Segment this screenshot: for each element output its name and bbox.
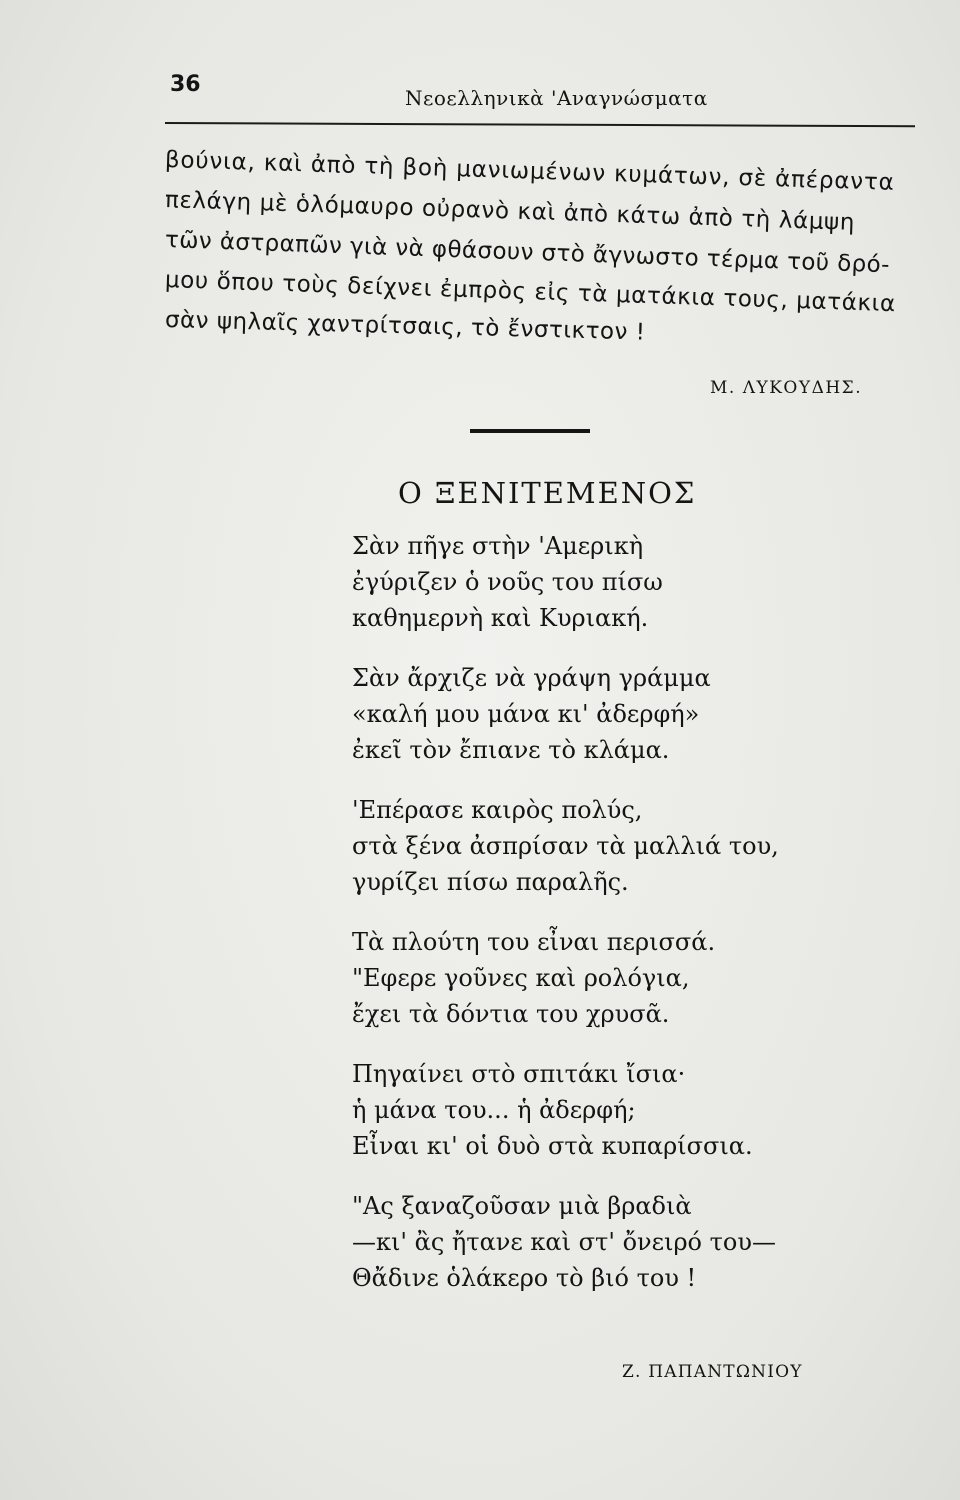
prose-author-signature: Μ. ΛΥΚΟΥΔΗΣ.	[710, 378, 863, 398]
prose-line: σὰν ψηλαῖς χαντρίτσαις, τὸ ἔνστικτον !	[164, 307, 646, 346]
prose-line: βούνια, καὶ ἀπὸ τὴ βοὴ μανιωμένων κυμάτων, σὲ ἀπέραντα	[164, 147, 895, 196]
poem-author-signature: Ζ. ΠΑΠΑΝΤΩΝΙΟΥ	[622, 1362, 803, 1382]
verse-line: ἐκεῖ τὸν ἔπιανε τὸ κλάμα.	[352, 736, 670, 764]
verse-line: —κι' ἂς ἤτανε καὶ στ' ὄνειρό του—	[352, 1228, 776, 1256]
verse-line: Σὰν πῆγε στὴν 'Αμερικὴ	[352, 532, 644, 560]
section-divider	[470, 429, 590, 433]
stanza-4	[352, 924, 872, 1032]
verse-line: 'Επέρασε καιρὸς πολύς,	[352, 796, 643, 824]
verse-line: Πηγαίνει στὸ σπιτάκι ἴσια·	[352, 1060, 686, 1088]
verse-line: ἐγύριζεν ὁ νοῦς του πίσω	[352, 568, 663, 596]
verse-line: "Εφερε γοῦνες καὶ ρολόγια,	[352, 964, 690, 992]
stanza-3	[352, 792, 872, 900]
verse-line: ἡ μάνα του... ἡ ἀδερφή;	[352, 1096, 636, 1124]
verse-line: γυρίζει πίσω παραλῆς.	[352, 868, 629, 896]
prose-line: τῶν ἀστραπῶν γιὰ νὰ φθάσουν στὸ ἄγνωστο τέρμα τοῦ δρό-	[164, 227, 891, 279]
stanza-5	[352, 1056, 872, 1164]
prose-line: μου ὅπου τοὺς δείχνει ἐμπρὸς εἰς τὰ ματάκια τους, ματάκια	[164, 267, 897, 318]
prose-line: πελάγη μὲ ὁλόμαυρο οὐρανὸ καὶ ἀπὸ κάτω ἀπὸ τὴ λάμψη	[164, 187, 856, 236]
stanza-2	[352, 660, 872, 768]
stanza-1	[352, 528, 872, 636]
poem-body	[352, 528, 872, 1320]
verse-line: καθημερνὴ καὶ Κυριακή.	[352, 604, 649, 632]
verse-line: «καλή μου μάνα κι' ἀδερφή»	[352, 700, 700, 728]
poem-title: Ο ΞΕΝΙΤΕΜΕΝΟΣ	[398, 476, 697, 510]
header-rule	[165, 122, 915, 127]
verse-line: Θἄδινε ὁλάκερο τὸ βιό του !	[352, 1264, 697, 1292]
verse-line: ἔχει τὰ δόντια του χρυσᾶ.	[352, 1000, 670, 1028]
verse-line: Σὰν ἄρχιζε νὰ γράψη γράμμα	[352, 664, 711, 692]
page-number: 36	[170, 72, 201, 97]
running-title: Νεοελληνικὰ 'Αναγνώσματα	[405, 86, 708, 110]
prose-paragraph	[164, 140, 925, 346]
verse-line: Εἶναι κι' οἱ δυὸ στὰ κυπαρίσσια.	[352, 1132, 753, 1160]
verse-line: "Ας ξαναζοῦσαν μιὰ βραδιὰ	[352, 1192, 692, 1220]
stanza-6	[352, 1188, 872, 1296]
verse-line: Τὰ πλούτη του εἶναι περισσά.	[352, 928, 716, 956]
verse-line: στὰ ξένα ἀσπρίσαν τὰ μαλλιά του,	[352, 832, 779, 860]
